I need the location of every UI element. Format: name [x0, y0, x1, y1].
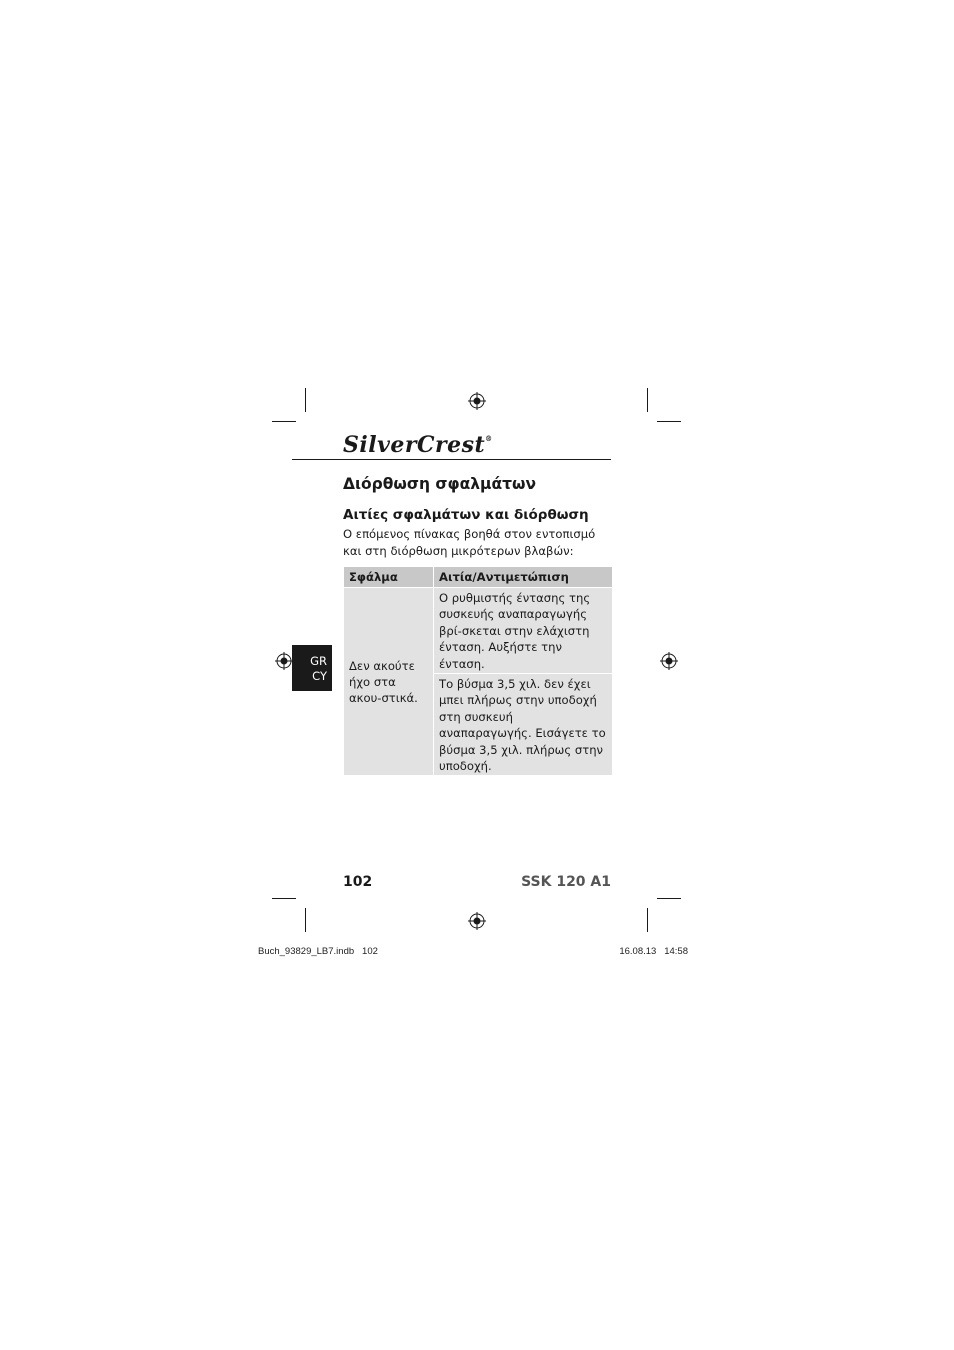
language-code: GR	[310, 654, 327, 668]
print-file-info: Buch_93829_LB7.indb 102	[258, 946, 378, 957]
brand-logo-text: SilverCrest	[343, 432, 486, 458]
header-rule	[292, 459, 611, 460]
registration-mark-icon	[468, 392, 486, 410]
language-tab	[292, 645, 332, 691]
crop-mark	[305, 908, 306, 932]
section-title: Διόρθωση σφαλμάτων	[343, 475, 537, 493]
crop-mark	[305, 388, 306, 412]
model-number: SSK 120 A1	[521, 874, 611, 890]
crop-mark	[647, 908, 648, 932]
subsection-title: Αιτίες σφαλμάτων και διόρθωση	[343, 507, 589, 523]
language-code: CY	[312, 669, 327, 683]
registered-mark: ®	[485, 434, 493, 443]
brand-logo	[343, 432, 493, 458]
crop-mark	[272, 898, 296, 899]
header-error: Σφάλμα	[344, 567, 434, 588]
page-number: 102	[343, 874, 373, 890]
crop-mark	[657, 421, 681, 422]
cause-cell: Ο ρυθμιστής έντασης της συσκευής αναπαραγωγής βρί-σκεται στην ελάχιστη ένταση. Αυξήστε την ένταση.	[434, 588, 613, 674]
cause-cell: Το βύσμα 3,5 χιλ. δεν έχει μπει πλήρως στην υποδοχή στη συσκευή αναπαραγωγής. Εισάγετε το βύσμα 3,5 χιλ. πλήρως στην υποδοχή.	[434, 674, 613, 776]
header-cause: Αιτία/Αντιμετώπιση	[434, 567, 613, 588]
crop-mark	[657, 898, 681, 899]
troubleshooting-table	[343, 566, 613, 776]
registration-mark-icon	[468, 912, 486, 930]
registration-mark-icon	[660, 652, 678, 670]
registration-mark-icon	[275, 652, 293, 670]
table-header-row	[344, 567, 613, 588]
table-row	[344, 588, 613, 674]
intro-paragraph: Ο επόμενος πίνακας βοηθά στον εντοπισμό και στη διόρθωση μικρότερων βλαβών:	[343, 527, 596, 558]
error-cell: Δεν ακούτε ήχο στα ακου-στικά.	[344, 588, 434, 776]
crop-mark	[647, 388, 648, 412]
print-timestamp: 16.08.13 14:58	[619, 946, 688, 957]
crop-mark	[272, 421, 296, 422]
